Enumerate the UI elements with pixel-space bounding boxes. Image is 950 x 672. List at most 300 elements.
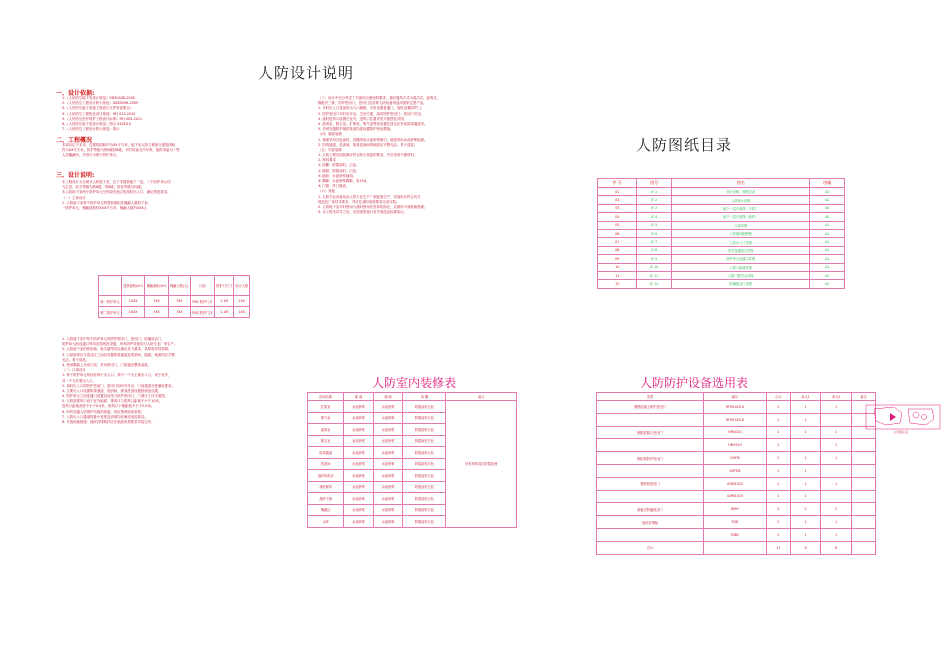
table-header: 单元1	[790, 393, 821, 401]
table-cell: 防霉涂料白色	[403, 412, 446, 424]
table-cell: 2	[766, 528, 790, 541]
table-cell	[851, 528, 875, 541]
table-cell: JF-8	[637, 246, 672, 254]
table-cell: 战时干厕	[308, 493, 344, 505]
table-row	[597, 439, 876, 452]
table-cell: 1	[790, 426, 821, 439]
table-cell: 水泥砂浆	[344, 412, 373, 424]
table-cell: 战时风机房	[308, 470, 344, 482]
text-line: 3. 战时进风口设置在室外，进风口位置详见平面图及详图。	[318, 116, 408, 121]
design-text-continued	[62, 337, 330, 425]
table-cell: 2	[766, 452, 790, 465]
section-heading-design: 三、设计说明:	[56, 172, 95, 179]
text-line: ① 顶棚：防霉涂料，白色。	[318, 163, 360, 168]
table-cell: 03	[598, 204, 637, 212]
table-cell: JF-6	[637, 229, 672, 237]
text-line: ② 墙面：防霉涂料，白色。	[318, 168, 360, 173]
table-cell	[851, 503, 875, 516]
table-cell: GHFM2	[704, 464, 767, 477]
site-plan-diagram	[864, 401, 944, 435]
table-cell	[821, 464, 852, 477]
table-header: 图号	[637, 179, 672, 188]
table-header: 图名	[672, 179, 810, 188]
table-cell: 1	[790, 528, 821, 541]
table-cell: A1	[810, 221, 845, 229]
table-cell: 7XX	[168, 296, 190, 307]
text-line: 2. 防护密闭门平时应开启，关闭方便，战时防护密闭门、密闭门关闭。	[318, 111, 425, 116]
table-cell: 04	[598, 213, 637, 221]
table-cell: 1.1M	[215, 307, 234, 318]
table-cell: 人防门窗节点详图	[672, 271, 810, 279]
table-cell: 防霉涂料白色	[403, 401, 446, 413]
table-cell: 战时封堵板	[597, 516, 704, 529]
table-row	[598, 196, 845, 204]
table-cell: JF-9	[637, 255, 672, 263]
table-cell: HFM1520-6	[704, 413, 767, 426]
table-cell: 水泥砂浆	[373, 481, 402, 493]
table-cell: 洗消间	[308, 458, 344, 470]
table-cell	[597, 464, 704, 477]
table-cell: 水泥砂浆	[373, 504, 402, 516]
table-row	[598, 229, 845, 237]
table-cell: 人防门框墙详图	[672, 263, 810, 271]
finish-note: 所有材料均应防霉处理	[446, 401, 517, 528]
table-row	[308, 401, 517, 413]
table-cell: A1	[810, 229, 845, 237]
area-table-header: 建筑面积(m²)	[121, 276, 144, 296]
table-cell: 水泥砂浆	[344, 458, 373, 470]
table-cell: 1	[821, 439, 852, 452]
table-cell: 06	[598, 229, 637, 237]
table-cell: 钢筋混凝土密闭门	[597, 426, 704, 439]
table-cell: 水泥砂浆	[344, 493, 373, 505]
text-line: 4. 滤毒室、除尘室、扩散室、集气室等均设置在清洁区外或防毒通道内。	[318, 121, 428, 126]
table-cell: 水泥砂浆	[373, 447, 402, 459]
table-cell	[851, 541, 875, 554]
table-cell: 水泥砂浆	[344, 470, 373, 482]
text-line: 本人防地下室两个防护单元分别设有独立的战时出入口，满足规范要求。	[62, 190, 171, 195]
table-cell: 1	[766, 439, 790, 452]
table-cell: 人防设计说明	[672, 196, 810, 204]
table-cell: 12	[598, 280, 637, 288]
table-row	[598, 221, 845, 229]
table-cell: 防霉涂料白色	[403, 504, 446, 516]
table-row	[597, 413, 876, 426]
table-header: 顶 棚	[403, 393, 446, 401]
building-outline	[908, 409, 934, 425]
basis-text	[62, 96, 330, 132]
text-line: （一）主体设计	[62, 195, 86, 200]
table-cell: JF-4	[637, 213, 672, 221]
text-line: 2.《人民防空工程设计防火规范》GB50098-2009	[62, 101, 139, 106]
table-cell: JF-2	[637, 196, 672, 204]
design-text	[62, 180, 330, 211]
area-table-header	[99, 276, 122, 296]
table-cell: 1XX	[234, 296, 250, 307]
page-title: 人防设计说明	[258, 64, 355, 82]
text-line: 隔绝式三种，防护密闭门、密闭门及各种人防设备均选用国家定型产品。	[318, 101, 427, 106]
table-cell: 7XX	[145, 296, 168, 307]
area-table-header: 掩蔽人数(人)	[168, 276, 190, 296]
table-cell: 水泥砂浆	[373, 412, 402, 424]
table-cell: A2	[810, 188, 845, 196]
table-cell: 05	[598, 221, 637, 229]
table-row	[597, 452, 876, 465]
text-line: ③ 地面：水泥砂浆地面。	[318, 173, 357, 178]
table-cell: 1	[821, 477, 852, 490]
table-row	[598, 204, 845, 212]
table-cell: 地下一层平面图（平时）	[672, 204, 810, 212]
table-row	[597, 528, 876, 541]
table-cell: 防霉涂料白色	[403, 435, 446, 447]
equipment-table-title: 人防防护设备选用表	[640, 376, 749, 390]
text-line: 3. 本工程未详尽之处，应按国家现行有关规范及标准执行。	[318, 210, 408, 215]
table-cell: 11	[598, 271, 637, 279]
text-line: 1. 平时出入口及战时出入口兼顾，平时设置普通门，战时设置防护门。	[318, 106, 425, 111]
table-row	[598, 271, 845, 279]
table-cell: 1	[790, 413, 821, 426]
text-line: 5. 各种穿越防护墙的管道均需设置防护密闭措施。	[318, 127, 394, 132]
text-line: 1. 墙面采用白色涂料，顶棚采用水泥砂浆刷白，地面采用水泥砂浆地面。	[318, 137, 428, 142]
table-cell: 防霉涂料白色	[403, 481, 446, 493]
table-cell: GHM1020	[704, 477, 767, 490]
table-cell: 防霉涂料白色	[403, 458, 446, 470]
text-line: 规范及厂家技术要求，并应在战时前按要求完成安装。	[318, 199, 400, 204]
table-cell: 水泥砂浆	[373, 493, 402, 505]
table-cell: 水泥砂浆	[344, 435, 373, 447]
civil-defense-area-mark	[890, 413, 896, 421]
table-header: 序 号	[598, 179, 637, 188]
table-cell: 水泥砂浆	[344, 424, 373, 436]
table-cell: HM1020	[704, 426, 767, 439]
table-cell: A2	[810, 271, 845, 279]
area-table-header: 掩蔽面积(m²)	[145, 276, 168, 296]
table-cell: GHFM	[704, 452, 767, 465]
table-row	[598, 263, 845, 271]
table-row	[99, 296, 250, 307]
table-cell	[851, 516, 875, 529]
table-cell	[597, 413, 704, 426]
text-line: 进风口距地高度不小于0.5米，排风口下缘距地不小于2.0米。	[62, 404, 155, 409]
finish-table	[307, 392, 517, 528]
text-line: 8. 平战转换措施：战时封堵构件应在临战时按要求安装完毕。	[62, 420, 155, 424]
table-cell: A1	[810, 263, 845, 271]
table-cell: JF-11	[637, 271, 672, 279]
table-cell: 2	[821, 503, 852, 516]
table-cell: 7XX	[145, 307, 168, 318]
table-cell: 钢结构密闭门	[597, 477, 704, 490]
text-line: 1. 每个防护单元均设有两个出入口，其中一个为主要出入口，设于室外，	[62, 373, 172, 378]
table-cell: 1	[790, 464, 821, 477]
table-cell: 防霉涂料白色	[403, 424, 446, 436]
table-cell: 水泥砂浆	[373, 424, 402, 436]
table-cell: JF-12	[637, 280, 672, 288]
table-cell: BMH	[704, 503, 767, 516]
table-cell: 1	[790, 452, 821, 465]
text-line: 1. 人防工程内部装修应符合防火规范的要求，并应采用不燃材料。	[318, 153, 418, 158]
text-line: 7. 人防出入口通道的最小宽度及高度均应满足规范要求。	[62, 414, 148, 419]
table-cell: FM1 防护门/1	[190, 296, 214, 307]
table-header: 房间名称	[308, 393, 344, 401]
table-cell: 10	[598, 263, 637, 271]
table-row	[598, 255, 845, 263]
table-cell: 水泥砂浆	[373, 458, 402, 470]
table-cell	[597, 439, 704, 452]
text-line: 本项目位于本市，总建筑面积约为XX平方米，地下室人防工程部分建筑面积	[62, 143, 176, 147]
drawing-list-title: 人防图纸目录	[636, 136, 733, 154]
table-cell: 地下一层平面图（战时）	[672, 213, 810, 221]
table-cell: 1.1M	[215, 296, 234, 307]
table-cell: 17	[766, 541, 790, 554]
table-cell: 9	[790, 541, 821, 554]
table-cell: 水泥砂浆	[344, 481, 373, 493]
table-cell: 4	[766, 503, 790, 516]
table-cell: 1	[821, 401, 852, 414]
table-header: 备注	[851, 393, 875, 401]
text-line: （二）口部设计	[62, 368, 86, 373]
table-cell: 2	[766, 477, 790, 490]
table-row	[99, 307, 250, 318]
text-line: 4. 防护单元之间连通口设置双向受力防护密闭门，门洞尺寸详平面图。	[62, 394, 169, 399]
table-header: 图幅	[810, 179, 845, 188]
table-cell: 2	[766, 516, 790, 529]
table-cell	[821, 413, 852, 426]
table-cell: 水泥砂浆	[344, 504, 373, 516]
site-label: 总平面示意	[894, 430, 908, 434]
text-line: 约为XX平方米，防护等级为核6级常6级，平时用途为汽车库，战时用途为二等	[62, 148, 180, 153]
text-line: 2. 战时出入口的防护密闭门、密闭门均向外开启，门前通道长度满足要求。	[62, 383, 175, 388]
text-line: 2. 人防地下室的密闭墙、临空墙等均应满足抗力要求，其厚度详结构图。	[62, 347, 172, 352]
finish-table-title: 人防室内装修表	[372, 376, 457, 390]
table-cell: 水泥砂浆	[373, 516, 402, 528]
text-line: 5.《人民防空医疗救护工程设计标准》RFJ 005-2011	[62, 116, 143, 121]
table-cell	[851, 464, 875, 477]
table-header: 地 面	[344, 393, 373, 401]
table-cell: 水泥砂浆	[344, 447, 373, 459]
table-cell: 09	[598, 255, 637, 263]
text-line: 4. 密闭隔墙上开设门洞，采用密闭门，门框墙应整体浇筑。	[62, 362, 152, 367]
text-line: 人员掩蔽所，共划分为两个防护单元。	[62, 153, 120, 158]
table-cell	[851, 477, 875, 490]
text-line: 6.《人民防空地下室设计规范》图示 05SFJ10	[62, 121, 131, 126]
text-line: 2. 材料要求	[318, 158, 336, 163]
drawing-list-table	[597, 178, 845, 289]
table-cell: 2	[790, 503, 821, 516]
table-cell: 防霉涂料白色	[403, 447, 446, 459]
table-cell: GHM1520	[704, 490, 767, 503]
table-cell: 滤毒室	[308, 424, 344, 436]
table-cell: 02	[598, 196, 637, 204]
text-line: 1. 人防专业设备均由人防专业生产厂家配套生产，安装时应符合有关	[318, 194, 421, 199]
area-table-header: 口部	[190, 276, 214, 296]
table-cell	[851, 452, 875, 465]
text-line: ⑤ 门窗：详门窗表。	[318, 184, 350, 189]
table-row	[598, 246, 845, 254]
text-line: 1. 人防地下室中每个防护单元的防护密闭门、密闭门、防爆波活门、	[62, 337, 165, 341]
text-line: 光洁，易于清洗。	[62, 357, 90, 362]
text-line: 2. 防毒通道、洗消间、简易洗消间等地面应平整光洁、易于清洗。	[318, 142, 418, 147]
table-cell: 防霉涂料白色	[403, 516, 446, 528]
table-cell: 人防出入口详图	[672, 238, 810, 246]
table-cell: 1	[821, 452, 852, 465]
table-cell: 7XX	[168, 307, 190, 318]
table-cell	[821, 490, 852, 503]
table-cell: 01	[598, 188, 637, 196]
table-cell	[790, 439, 821, 452]
table-cell: 水泥砂浆	[373, 401, 402, 413]
area-table	[98, 275, 250, 318]
text-line: 3. 主要出入口设置防毒通道、洗消间，简易洗消设施按规范设置。	[62, 388, 162, 393]
table-row	[597, 477, 876, 490]
table-cell: 水库	[308, 516, 344, 528]
table-cell: 第一防护单元	[99, 296, 122, 307]
table-cell: 防毒通道	[308, 447, 344, 459]
table-cell: 1	[766, 490, 790, 503]
table-cell: 水泥砂浆	[373, 435, 402, 447]
text-line: 另一个为次要出入口。	[62, 378, 96, 383]
text-line: 3.《人民防空地下室施工图设计文件审查要点》	[62, 106, 134, 111]
text-line: 为乙类，抗力等级为核6级，常6级，防化等级为丙级。	[62, 185, 145, 190]
table-row	[597, 426, 876, 439]
table-cell: 防护单元连通口详图	[672, 255, 810, 263]
table-row	[598, 188, 845, 196]
table-cell: 水泥砂浆	[344, 401, 373, 413]
table-cell: 第二防护单元	[99, 307, 122, 318]
table-header: 单元2	[821, 393, 852, 401]
table-cell: JF-10	[637, 263, 672, 271]
table-header: 合计	[766, 393, 790, 401]
table-header: 备注	[446, 393, 517, 401]
section-heading-basis: 一、设计依据:	[56, 90, 95, 97]
table-cell	[851, 439, 875, 452]
table-cell: 防霉涂料白色	[403, 470, 446, 482]
table-cell: 1	[790, 401, 821, 414]
table-cell: 1	[766, 413, 790, 426]
text-line: （三）设计中充分考虑了平战结合使用的要求，战时通风方式为清洁式、滤毒式、	[318, 96, 441, 100]
table-cell: A1	[810, 246, 845, 254]
table-cell: JF-7	[637, 238, 672, 246]
table-cell: 除尘室	[308, 435, 344, 447]
table-cell: 集气室	[308, 412, 344, 424]
table-cell: 水泥砂浆	[373, 470, 402, 482]
text-line: 7.《人民防空工程设计防火规范》图示	[62, 127, 120, 132]
table-cell: JF-5	[637, 221, 672, 229]
table-cell: 1	[821, 516, 852, 529]
table-cell: A0	[810, 204, 845, 212]
text-line: 2. 人防地下室平时使用与战时使用有差异的部位，应做好平战转换预案。	[318, 204, 428, 209]
text-line: 1. 人防地下室每个防护单元的建筑面积及掩蔽人数如下表：	[62, 200, 152, 205]
table-row	[598, 280, 845, 288]
table-header: 墙 面	[373, 393, 402, 401]
table-cell: HM1520	[704, 439, 767, 452]
table-row	[598, 213, 845, 221]
table-row	[597, 490, 876, 503]
table-cell: 扩散室	[308, 401, 344, 413]
table-cell: 07	[598, 238, 637, 246]
overview-text	[62, 143, 330, 159]
building-outline	[874, 407, 902, 425]
table-cell	[597, 490, 704, 503]
table-cell: 1	[790, 516, 821, 529]
text-line: （五）内部装修	[318, 147, 342, 152]
table-cell: 设计说明、图纸目录	[672, 188, 810, 196]
table-cell: 1	[790, 477, 821, 490]
table-cell: 口部详图	[672, 221, 810, 229]
table-cell: 总计	[597, 541, 704, 554]
table-cell: FM2 防护门/2	[190, 307, 214, 318]
table-cell: 钢筋混凝土防护密闭门	[597, 401, 704, 414]
table-cell: 战时厕所	[308, 481, 344, 493]
table-cell: 1	[766, 464, 790, 477]
table-cell	[851, 490, 875, 503]
table-cell: A2	[810, 196, 845, 204]
table-cell: 风井及通风口详图	[672, 246, 810, 254]
table-row	[598, 238, 845, 246]
table-row	[597, 541, 876, 554]
table-cell: JF-3	[637, 204, 672, 212]
table-row	[597, 503, 876, 516]
area-table-header: 防护门尺寸	[215, 276, 234, 296]
table-cell: A1	[810, 238, 845, 246]
table-cell: A0	[810, 213, 845, 221]
text-line: 5. 人防进排风口设于室外地面，排风口与进风口距离不小于10米，	[62, 399, 163, 404]
table-row	[597, 516, 876, 529]
table-cell: A1	[810, 255, 845, 263]
table-cell	[597, 528, 704, 541]
table-cell: 1XXX	[121, 307, 144, 318]
table-cell: 钢结构防护密闭门	[597, 452, 704, 465]
table-cell: 悬板式防爆波活门	[597, 503, 704, 516]
text-line: 1.《人民防空地下室设计规范》GB50038-2005	[62, 96, 135, 100]
text-line: 防护单元间连通口等均应按规范设置，所有防护设备均为人防专业厂家生产。	[62, 342, 178, 347]
table-cell: FDB2	[704, 528, 767, 541]
section-heading-overview: 二、工程概况	[56, 137, 93, 144]
area-table-header: 设计人数	[234, 276, 250, 296]
text-line: 4.《人民防空工程防化设计规范》RFJ 013-2010	[62, 111, 136, 116]
table-header: 编号	[704, 393, 767, 401]
table-row	[597, 464, 876, 477]
table-cell: 1XX	[234, 307, 250, 318]
table-cell: 2	[766, 426, 790, 439]
design-text-column-2	[318, 96, 586, 215]
text-line: ④ 踢脚：水泥砂浆踢脚，高150。	[318, 179, 370, 183]
table-cell: 1	[821, 426, 852, 439]
table-cell: 人防墙体配筋图	[672, 229, 810, 237]
table-cell: 08	[598, 246, 637, 254]
table-row	[597, 401, 876, 414]
table-cell	[704, 541, 767, 554]
text-line: （六）其他	[318, 189, 335, 194]
table-cell: A2	[810, 280, 845, 288]
table-cell: 1	[790, 490, 821, 503]
table-cell: JF-1	[637, 188, 672, 196]
table-cell: 8	[821, 541, 852, 554]
table-cell: 防爆波活门详图	[672, 280, 810, 288]
table-cell: 掩蔽区	[308, 504, 344, 516]
table-cell: 2	[766, 401, 790, 414]
text-line: 6. 所有穿越人防围护结构的管道，均应预埋密闭套管。	[62, 409, 145, 414]
text-line: 3. 口部染毒区与清洁区之间应设置防毒通道及洗消间，墙面、地面均应平整	[62, 352, 175, 357]
text-line: 一防护单元，掩蔽面积约XXX平方米，掩蔽人数约XXX人	[62, 205, 148, 210]
table-cell: 防霉涂料白色	[403, 493, 446, 505]
text-line: 本工程设计为全埋式人防地下室，位于本建筑地下一层，二个防护单元均	[62, 180, 171, 184]
table-cell: 1	[821, 528, 852, 541]
equipment-table	[596, 392, 876, 555]
site-feature	[913, 412, 919, 418]
table-cell: 水泥砂浆	[344, 516, 373, 528]
table-cell: FDB	[704, 516, 767, 529]
table-cell: HFM1020-6	[704, 401, 767, 414]
